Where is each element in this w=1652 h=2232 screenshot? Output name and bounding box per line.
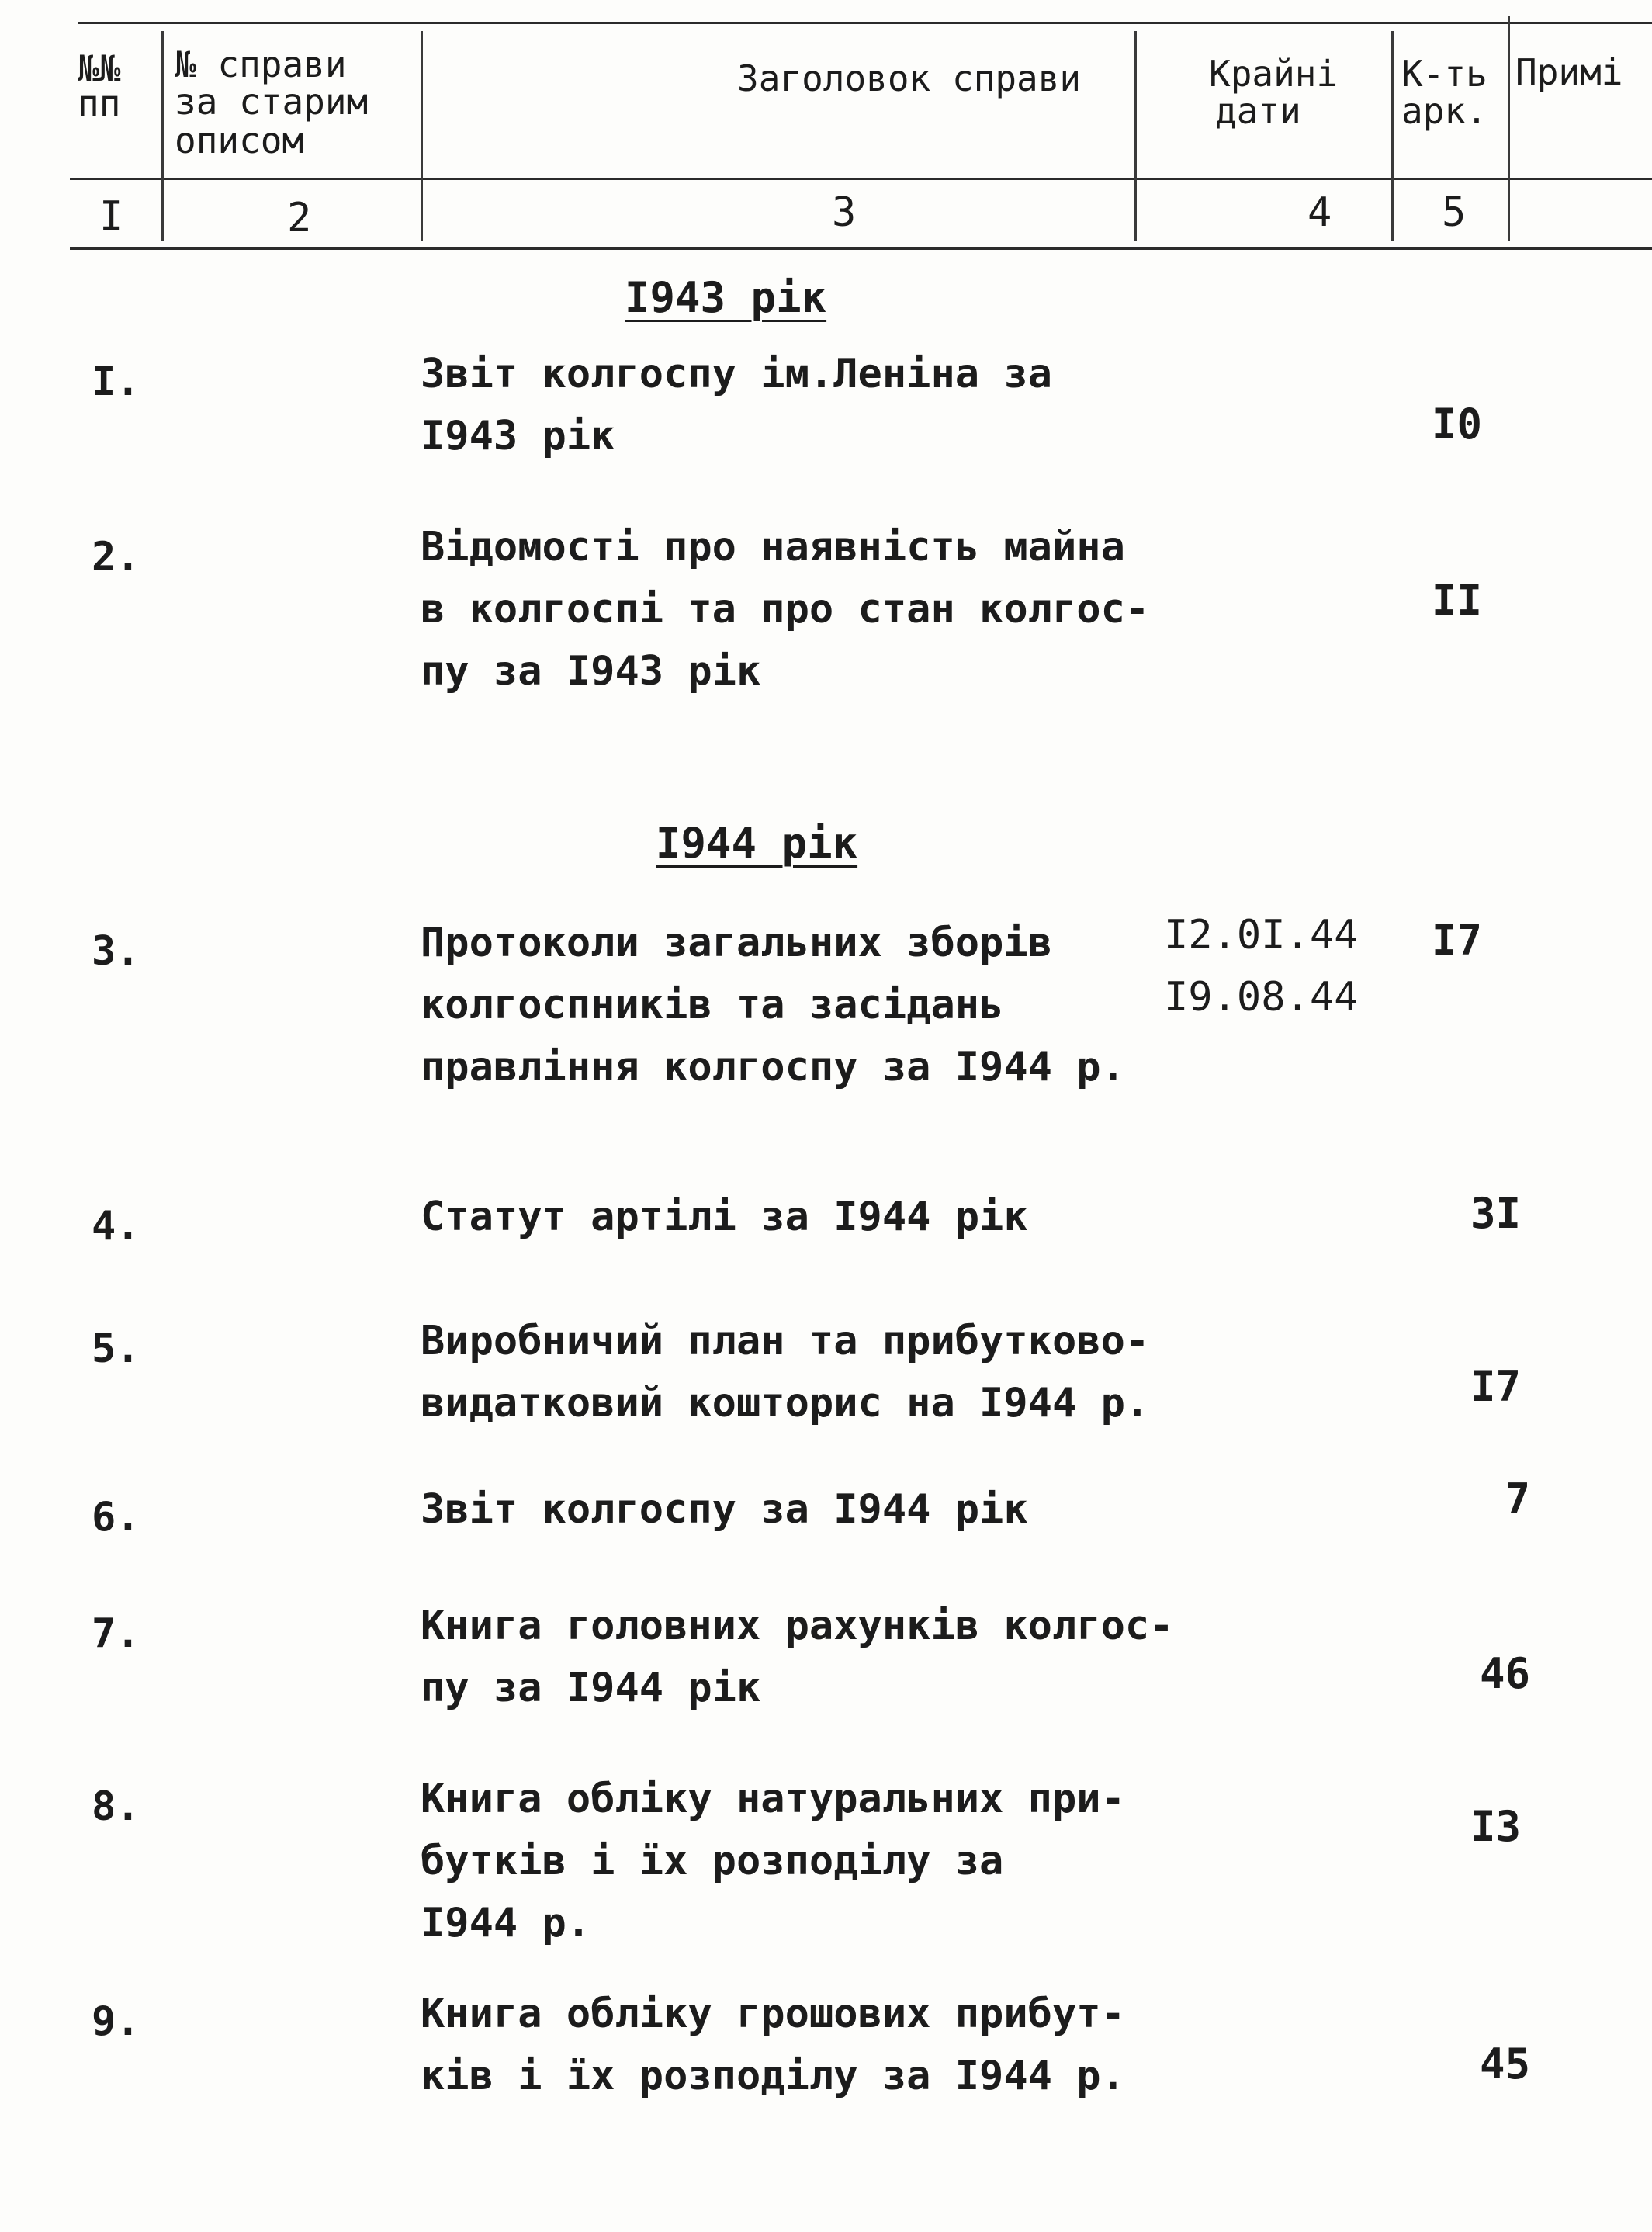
record-number: 2. bbox=[92, 534, 140, 581]
record-title: Книга обліку натуральних при- бутків і їх розподілу за I944 р. bbox=[421, 1776, 1125, 1946]
record-sheet-count: II bbox=[1431, 576, 1482, 625]
record-title: Виробничий план та прибутково- видатковий кошторис на I944 р. bbox=[421, 1318, 1150, 1426]
header-col1-line2: пп bbox=[78, 82, 121, 124]
header-top-rule bbox=[78, 22, 1652, 24]
header-col6: Примі bbox=[1515, 51, 1623, 93]
header-bottom-rule bbox=[70, 247, 1652, 250]
record-title: Протоколи загальних зборів колгоспників та засідань правління колгоспу за I944 р. bbox=[421, 920, 1125, 1090]
column-number-5: 5 bbox=[1442, 189, 1467, 236]
record-title: Книга обліку грошових прибут- ків і їх розподілу за I944 р. bbox=[421, 1991, 1125, 2099]
header-col3: Заголовок справи bbox=[737, 57, 1082, 99]
column-number-2: 2 bbox=[287, 195, 312, 241]
year-heading-1944: I944 рік bbox=[656, 819, 858, 868]
header-col2-line3: описом bbox=[175, 120, 304, 161]
header-divider-1 bbox=[161, 31, 164, 241]
record-sheet-count: I0 bbox=[1431, 400, 1482, 449]
column-number-3: 3 bbox=[832, 189, 857, 236]
header-divider-2 bbox=[421, 31, 423, 241]
header-col1-line1: №№ bbox=[78, 47, 121, 89]
column-number-4: 4 bbox=[1307, 189, 1332, 236]
record-title: Звіт колгоспу ім.Леніна за I943 рік bbox=[421, 351, 1052, 459]
record-number: 6. bbox=[92, 1494, 140, 1541]
record-title: Статут артілі за I944 рік bbox=[421, 1194, 1028, 1240]
record-number: 8. bbox=[92, 1783, 140, 1830]
header-col4-line2: дати bbox=[1215, 90, 1301, 132]
record-sheet-count: 46 bbox=[1479, 1649, 1530, 1698]
record-number: I. bbox=[92, 359, 140, 405]
record-sheet-count: 45 bbox=[1479, 2040, 1530, 2088]
date-start: I2.0I.44 bbox=[1164, 912, 1359, 958]
record-number: 4. bbox=[92, 1203, 140, 1249]
record-title: Звіт колгоспу за I944 рік bbox=[421, 1486, 1028, 1533]
header-divider-5 bbox=[1508, 16, 1510, 241]
record-number: 5. bbox=[92, 1326, 140, 1372]
record-title: Книга головних рахунків колгос- пу за I944 рік bbox=[421, 1603, 1174, 1711]
column-number-1: I bbox=[99, 193, 124, 240]
record-sheet-count: 7 bbox=[1505, 1475, 1530, 1523]
header-mid-rule bbox=[70, 178, 1652, 180]
record-title: Відомості про наявність майна в колгоспі та про стан колгос- пу за I943 рік bbox=[421, 524, 1150, 695]
date-end: I9.08.44 bbox=[1164, 974, 1359, 1021]
record-number: 9. bbox=[92, 1998, 140, 2045]
header-divider-3 bbox=[1134, 31, 1137, 241]
header-divider-4 bbox=[1391, 31, 1394, 241]
year-heading-1943: I943 рік bbox=[625, 273, 827, 322]
header-col2-line2: за старим bbox=[175, 81, 369, 123]
record-sheet-count: 3I bbox=[1470, 1189, 1521, 1238]
record-sheet-count: I3 bbox=[1470, 1802, 1521, 1851]
header-col5-line1: К-ть bbox=[1401, 53, 1487, 95]
record-date-range bbox=[1164, 904, 1358, 1028]
header-col4-line1: Крайні bbox=[1209, 53, 1339, 95]
record-sheet-count: I7 bbox=[1431, 916, 1482, 965]
header-col5-line2: арк. bbox=[1401, 90, 1487, 132]
record-sheet-count: I7 bbox=[1470, 1362, 1521, 1411]
record-number: 7. bbox=[92, 1610, 140, 1657]
record-number: 3. bbox=[92, 928, 140, 975]
header-col2-line1: № справи bbox=[175, 43, 347, 85]
